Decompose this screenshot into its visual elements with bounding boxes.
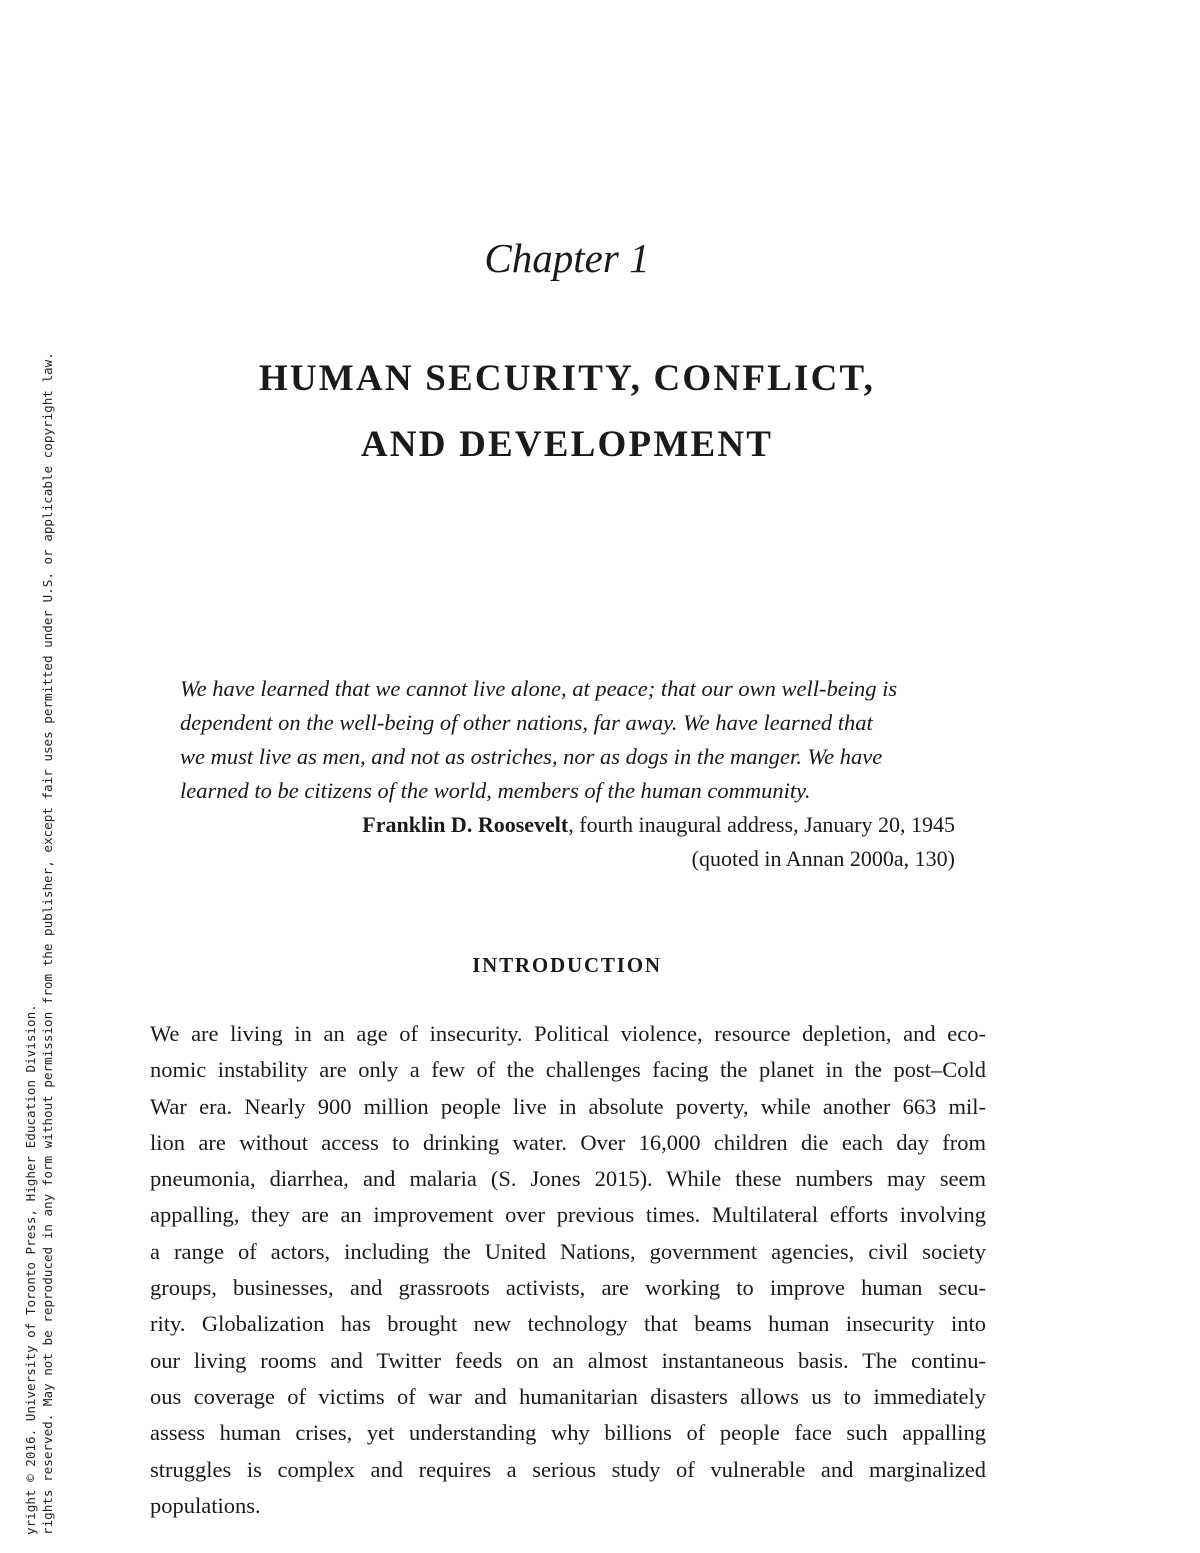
body-line: our living rooms and Twitter feeds on an almost instantaneous basis. The continu- (150, 1347, 986, 1373)
epigraph-quote-line: we must live as men, and not as ostriches, nor as dogs in the manger. We have (180, 744, 883, 769)
body-line: populations. (150, 1492, 261, 1518)
body-line: lion are without access to drinking water. Over 16,000 children die each day from (150, 1129, 986, 1155)
body-line: appalling, they are an improvement over previous times. Multilateral efforts involving (150, 1202, 986, 1228)
body-line: nomic instability are only a few of the challenges facing the planet in the post–Cold (150, 1057, 986, 1083)
epigraph-citation: (quoted in Annan 2000a, 130) (691, 846, 955, 871)
copyright-notice-line-1: yright © 2016. University of Toronto Press, Higher Education Division. (23, 1004, 38, 1535)
chapter-title (150, 346, 984, 478)
epigraph-quote-line: dependent on the well-being of other nations, far away. We have learned that (180, 710, 873, 735)
epigraph-author: Franklin D. Roosevelt (362, 812, 569, 837)
chapter-title-line-1: HUMAN SECURITY, CONFLICT, (258, 358, 876, 399)
body-line: a range of actors, including the United Nations, government agencies, civil society (150, 1238, 986, 1264)
epigraph-attribution (180, 808, 955, 842)
epigraph-quote (180, 672, 955, 808)
epigraph (180, 672, 955, 876)
epigraph-quote-line: We have learned that we cannot live alone, at peace; that our own well-being is (180, 676, 898, 701)
section-heading: INTRODUCTION (472, 953, 662, 977)
body-line: We are living in an age of insecurity. Political violence, resource depletion, and eco- (150, 1021, 986, 1046)
copyright-notice (22, 195, 56, 1535)
body-line: War era. Nearly 900 million people live in absolute poverty, while another 663 mil- (150, 1093, 986, 1119)
body-paragraph (150, 1016, 986, 1524)
chapter-title-line-2: AND DEVELOPMENT (360, 424, 774, 465)
body-line: struggles is complex and requires a serious study of vulnerable and marginalized (150, 1456, 986, 1482)
chapter-label: Chapter 1 (484, 235, 650, 281)
body-line: ous coverage of victims of war and humanitarian disasters allows us to immediately (150, 1383, 986, 1409)
body-line: assess human crises, yet understanding why billions of people face such appalling (150, 1420, 986, 1446)
body-line: pneumonia, diarrhea, and malaria (S. Jones 2015). While these numbers may seem (150, 1166, 986, 1192)
epigraph-quote-line: learned to be citizens of the world, members of the human community. (180, 778, 811, 803)
body-line: groups, businesses, and grassroots activists, are working to improve human secu- (150, 1275, 986, 1301)
epigraph-source: , fourth inaugural address, January 20, 1945 (568, 812, 955, 837)
copyright-notice-line-2: rights reserved. May not be reproduced in any form without permission from the publisher, except fair uses permitted under U.S. or applicable copyright law. (40, 352, 55, 1535)
body-line: rity. Globalization has brought new technology that beams human insecurity into (150, 1311, 986, 1337)
